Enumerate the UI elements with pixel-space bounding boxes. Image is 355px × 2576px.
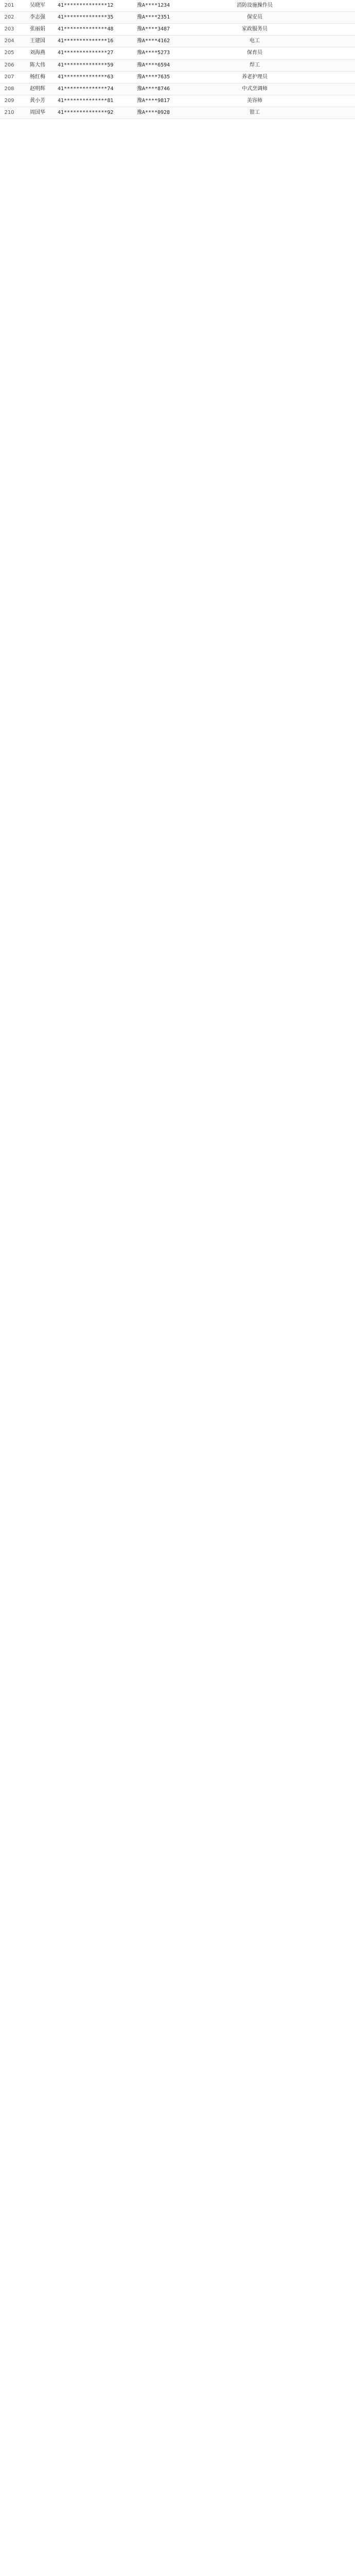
row-number: 205 xyxy=(0,47,19,59)
row-number: 210 xyxy=(0,107,19,118)
id-number: 41**************35 xyxy=(57,12,136,24)
table-row xyxy=(0,59,355,71)
id-number: 41**************16 xyxy=(57,36,136,47)
job-type: 消防设施操作员 xyxy=(215,0,294,12)
row-number: 203 xyxy=(0,24,19,36)
table-row xyxy=(0,71,355,83)
table-row xyxy=(0,24,355,36)
roster-table xyxy=(0,0,355,119)
table-row xyxy=(0,0,355,12)
cert-number: 豫A****8746 xyxy=(136,83,215,95)
row-number: 209 xyxy=(0,95,19,107)
job-type: 保育员 xyxy=(215,47,294,59)
cert-number: 豫A****1234 xyxy=(136,0,215,12)
job-type: 焊工 xyxy=(215,59,294,71)
id-number: 41**************74 xyxy=(57,83,136,95)
empty-cell xyxy=(294,83,355,95)
person-name: 吴晓军 xyxy=(19,0,57,12)
person-name: 张丽娟 xyxy=(19,24,57,36)
empty-cell xyxy=(294,95,355,107)
person-name: 刘海燕 xyxy=(19,47,57,59)
job-type: 钳工 xyxy=(215,107,294,118)
job-type: 美容师 xyxy=(215,95,294,107)
table-row xyxy=(0,95,355,107)
row-number: 206 xyxy=(0,59,19,71)
id-number: 41**************59 xyxy=(57,59,136,71)
empty-cell xyxy=(294,36,355,47)
id-number: 41**************12 xyxy=(57,0,136,12)
table-row xyxy=(0,107,355,118)
empty-cell xyxy=(294,47,355,59)
empty-cell xyxy=(294,71,355,83)
person-name: 周国华 xyxy=(19,107,57,118)
cert-number: 豫A****2351 xyxy=(136,12,215,24)
row-number: 202 xyxy=(0,12,19,24)
row-number: 207 xyxy=(0,71,19,83)
empty-cell xyxy=(294,0,355,12)
empty-cell xyxy=(294,59,355,71)
cert-number: 豫A****7635 xyxy=(136,71,215,83)
person-name: 李志强 xyxy=(19,12,57,24)
person-name: 王建国 xyxy=(19,36,57,47)
empty-cell xyxy=(294,107,355,118)
job-type: 电工 xyxy=(215,36,294,47)
job-type: 保安员 xyxy=(215,12,294,24)
id-number: 41**************63 xyxy=(57,71,136,83)
job-type: 养老护理员 xyxy=(215,71,294,83)
table-row xyxy=(0,36,355,47)
row-number: 208 xyxy=(0,83,19,95)
person-name: 赵明辉 xyxy=(19,83,57,95)
cert-number: 豫A****0928 xyxy=(136,107,215,118)
id-number: 41**************92 xyxy=(57,107,136,118)
person-name: 陈大伟 xyxy=(19,59,57,71)
person-name: 杨红梅 xyxy=(19,71,57,83)
row-number: 204 xyxy=(0,36,19,47)
table-row xyxy=(0,83,355,95)
empty-cell xyxy=(294,12,355,24)
cert-number: 豫A****4162 xyxy=(136,36,215,47)
cert-number: 豫A****5273 xyxy=(136,47,215,59)
id-number: 41**************27 xyxy=(57,47,136,59)
roster-body xyxy=(0,0,355,119)
cert-number: 豫A****9817 xyxy=(136,95,215,107)
person-name: 黄小芳 xyxy=(19,95,57,107)
table-row xyxy=(0,47,355,59)
empty-cell xyxy=(294,24,355,36)
row-number: 201 xyxy=(0,0,19,12)
job-type: 中式烹调师 xyxy=(215,83,294,95)
job-type: 家政服务员 xyxy=(215,24,294,36)
id-number: 41**************48 xyxy=(57,24,136,36)
table-row xyxy=(0,12,355,24)
id-number: 41**************81 xyxy=(57,95,136,107)
cert-number: 豫A****6594 xyxy=(136,59,215,71)
cert-number: 豫A****3487 xyxy=(136,24,215,36)
